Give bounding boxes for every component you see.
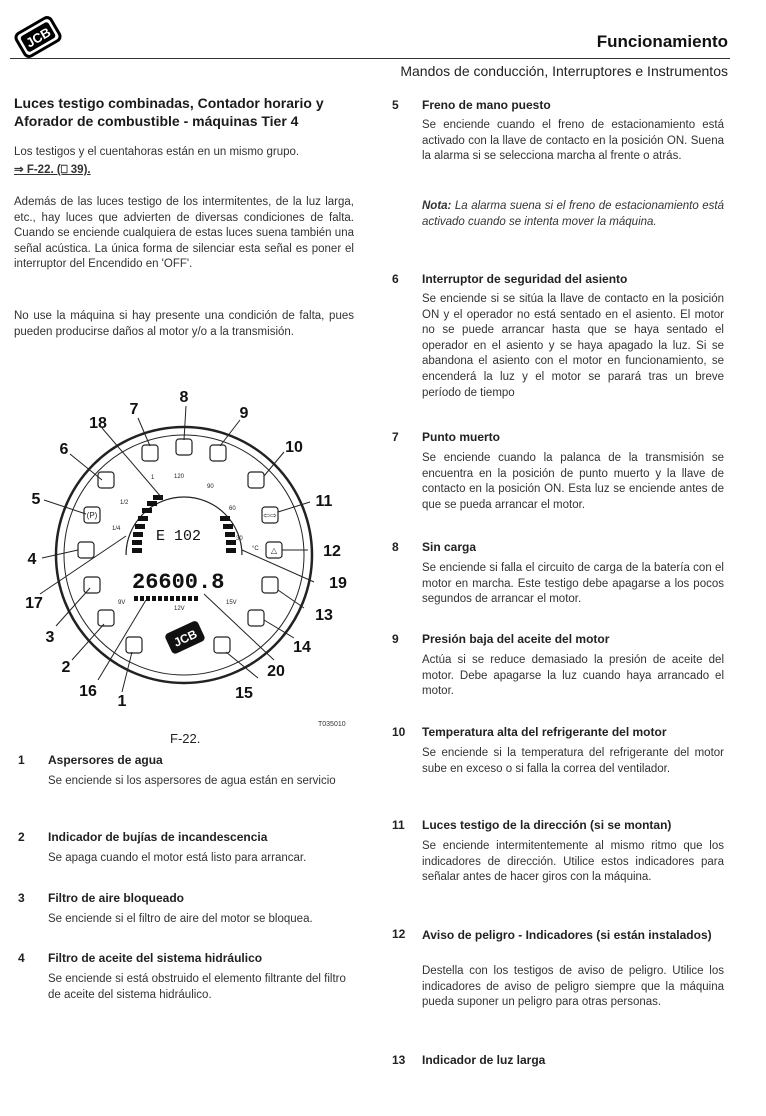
instrument-cluster-figure [14,380,359,710]
item-8-title: Sin carga [422,540,477,554]
svg-text:15V: 15V [226,600,237,606]
callout-17: 17 [25,595,43,612]
callout-7: 7 [129,401,139,418]
status-icon-15 [214,637,230,653]
note-text: La alarma suena si el freno de estacionamiento está activado cuando se intenta mover la máquina. [422,200,724,228]
item-10-title: Temperatura alta del refrigerante del motor [422,725,667,739]
left-heading-line1: Luces testigo combinadas, Contador horario y [14,95,324,111]
callout-14: 14 [293,639,311,656]
callout-18: 18 [89,415,107,432]
neutral-icon [142,445,158,461]
svg-text:(P): (P) [86,511,98,520]
svg-text:9V: 9V [118,600,126,606]
battery-charge-icon [176,439,192,455]
item-1-number: 1 [18,753,25,767]
header-divider [10,58,730,59]
item-7-text: Se enciende cuando la palanca de la transmisión se encuentra en la posición de punto muerto y la llave de contacto en la posición ON. Esta luz se enciende antes de que se pueda arrancar el motor. [422,452,724,511]
item-9-title: Presión baja del aceite del motor [422,632,610,646]
item-5-note [422,199,724,230]
section-title: Funcionamiento [596,32,728,51]
item-13-title: Indicador de luz larga [422,1053,546,1067]
svg-text:△: △ [270,546,278,555]
item-6-number: 6 [392,272,399,286]
svg-text:1/2: 1/2 [120,500,129,506]
svg-text:1: 1 [151,475,155,481]
item-13-number: 13 [392,1053,406,1067]
svg-text:⇦⇨: ⇦⇨ [263,511,277,520]
item-8-text: Se enciende si falla el circuito de carga de la batería con el motor en marcha. Este testigo debe apagarse a los pocos segundos de arrancar el motor. [422,562,724,606]
air-filter-icon [84,577,100,593]
item-10-number: 10 [392,725,406,739]
item-9-text: Actúa si se reduce demasiado la presión de aceite del motor. Debe apagarse la luz cuando haya arrancado el motor. [422,654,724,698]
svg-text:JCB: JCB [171,626,200,650]
status-icon-14 [248,610,264,626]
figure-caption: F-22. [170,731,201,746]
callout-9: 9 [239,405,249,422]
item-8-number: 8 [392,540,399,554]
item-11-title: Luces testigo de la dirección (si se montan) [422,818,672,832]
callout-10: 10 [285,439,303,456]
item-5-number: 5 [392,98,399,112]
section-subtitle: Mandos de conducción, Interruptores e Instrumentos [400,63,728,79]
item-6-text: Se enciende si se sitúa la llave de contacto en la posición ON y el operador no está sentado en el asiento. El motor no se puede arrancar hasta que se haya sentado el operador en el asiento y se haya apagado la luz. Si se abandona el asiento con el motor en funcionamiento, se encenderá la luz y el motor se parará tras un breve período de tiempo [422,293,724,399]
paragraph-fault-warning: No use la máquina si hay presente una condición de falta, pues pueden producirse daños al motor y/o a la transmisión. [14,310,354,338]
callout-15: 15 [235,685,253,702]
callout-1: 1 [117,693,127,710]
note-label: Nota: [422,200,452,212]
svg-text:JCB: JCB [23,24,54,51]
callout-20: 20 [267,663,285,680]
paragraph-warning-lights: Además de las luces testigo de los intermitentes, de la luz larga, etc., hay luces que advierten de diversas condiciones de falta. Cuando se enciende cualquiera de estas luces suena también una señal acústica. La única forma de silenciar esta señal es poner el interruptor del Encendido en 'OFF'. [14,196,354,271]
item-3-number: 3 [18,891,25,905]
callout-11: 11 [315,493,333,510]
coolant-temperature-icon [248,472,264,488]
callout-8: 8 [179,389,189,406]
item-6-title: Interruptor de seguridad del asiento [422,272,628,286]
callout-4: 4 [27,551,37,568]
item-2-title: Indicador de bujías de incandescencia [48,830,268,844]
left-heading [14,94,354,130]
item-12-text: Destella con los testigos de aviso de peligro. Utilice los indicadores de aviso de peligro siempre que la máquina pueda suponer un peligro para otras personas. [422,965,724,1009]
callout-6: 6 [59,441,69,458]
callout-19: 19 [329,575,347,592]
error-code-display: E 102 [156,528,202,545]
item-4-number: 4 [18,951,25,965]
left-heading-line2: Aforador de combustible - máquinas Tier 4 [14,113,299,129]
item-11-text: Se enciende intermitentemente al mismo ritmo que los indicadores de dirección. Utilice estos indicadores para señalar antes de hacer giros con la máquina. [422,840,724,884]
main-beam-icon [262,577,278,593]
callout-2: 2 [61,659,71,676]
svg-text:30: 30 [236,536,243,542]
item-1-title: Aspersores de agua [48,753,163,767]
item-12-title: Aviso de peligro - Indicadores (si están instalados) [422,928,712,942]
item-12-number: 12 [392,927,406,941]
hydraulic-filter-icon [78,542,94,558]
item-3-text: Se enciende si el filtro de aire del motor se bloquea. [48,913,313,925]
item-11-number: 11 [392,818,405,832]
item-2-text: Se apaga cuando el motor está listo para arrancar. [48,852,307,864]
item-4-title: Filtro de aceite del sistema hidráulico [48,951,263,965]
seat-switch-icon [98,472,114,488]
svg-text:12V: 12V [174,606,185,612]
item-4-text: Se enciende si está obstruido el elemento filtrante del filtro de aceite del sistema hidráulico. [48,973,346,1001]
figure-code: T035010 [318,721,346,728]
item-2-number: 2 [18,830,25,844]
voltage-bar [134,596,198,601]
callout-5: 5 [31,491,41,508]
glow-plug-icon [98,610,114,626]
callout-13: 13 [315,607,333,624]
callout-12: 12 [323,543,341,560]
item-3-title: Filtro de aire bloqueado [48,891,185,905]
jcb-logo [14,14,62,60]
paragraph-intro: Los testigos y el cuentahoras están en un mismo grupo. [14,146,300,158]
item-7-title: Punto muerto [422,430,500,444]
callout-16: 16 [79,683,97,700]
item-10-text: Se enciende si la temperatura del refrigerante del motor sube en exceso o si falla la correa del ventilador. [422,747,724,775]
hour-meter-display: 26600.8 [132,570,225,595]
svg-text:1/4: 1/4 [112,526,121,532]
svg-text:60: 60 [229,506,236,512]
item-7-number: 7 [392,430,399,444]
water-sprayer-icon [126,637,142,653]
figure-reference-link[interactable]: ⇒ F-22. (⎕ 39). [14,164,91,176]
svg-text:°C: °C [252,546,259,552]
item-5-text: Se enciende cuando el freno de estacionamiento está activado con la llave de contacto en la posición ON. Suena la alarma si se selecciona marcha al frente o atrás. [422,119,724,163]
item-1-text: Se enciende si los aspersores de agua están en servicio [48,775,336,787]
oil-pressure-icon [210,445,226,461]
item-5-title: Freno de mano puesto [422,98,551,112]
svg-text:90: 90 [207,484,214,490]
item-9-number: 9 [392,632,399,646]
callout-3: 3 [45,629,55,646]
svg-text:120: 120 [174,474,185,480]
